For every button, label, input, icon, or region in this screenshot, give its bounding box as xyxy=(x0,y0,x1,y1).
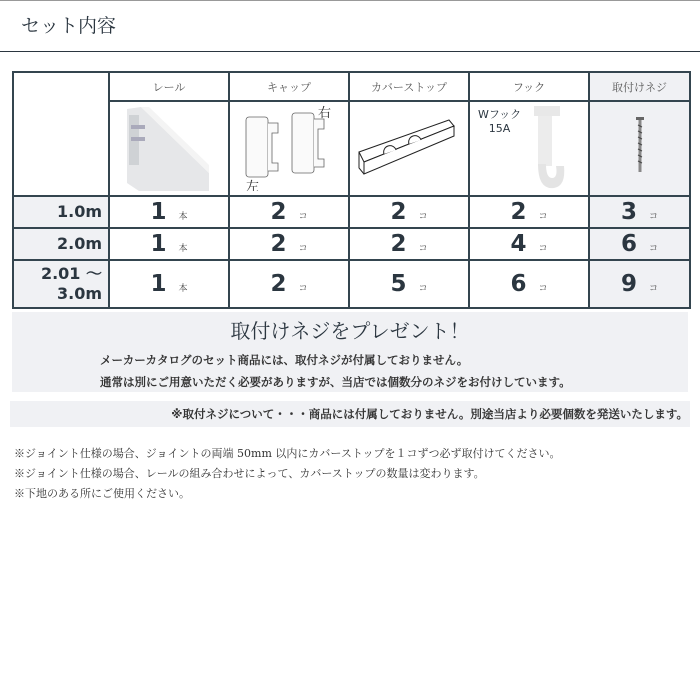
col-header-rail: レール xyxy=(109,72,229,101)
col-header-screw: 取付けネジ xyxy=(589,72,690,101)
corner-cell xyxy=(13,72,109,196)
promo-line-2: 通常は別にご用意いただく必要がありますが、当店では個数分のネジをお付けしています。 xyxy=(100,375,571,389)
hook-name: Wフック xyxy=(478,108,522,121)
table-row xyxy=(13,228,690,260)
table-row xyxy=(13,260,690,308)
rail-image xyxy=(109,101,229,196)
hook-image xyxy=(469,101,589,196)
qty: 2 xyxy=(270,271,287,297)
cap-right-label: 右 xyxy=(318,105,332,121)
unit: コ xyxy=(298,244,308,254)
unit: コ xyxy=(298,212,308,222)
col-header-hook: フック xyxy=(469,72,589,101)
qty: 5 xyxy=(390,271,407,297)
unit: コ xyxy=(418,212,428,222)
row-label-line1: 2.01 〜 xyxy=(40,264,102,283)
qty: 1 xyxy=(150,271,167,297)
table-row xyxy=(13,196,690,228)
screw-note: ※取付ネジについて・・・商品には付属しておりません。別途当店より必要個数を発送いたします。 xyxy=(10,401,690,427)
note-2: ※ジョイント仕様の場合、レールの組み合わせによって、カバーストップの数量は変わります。 xyxy=(14,467,485,480)
section-title: セット内容 xyxy=(21,15,117,37)
cap-image xyxy=(229,101,349,196)
screw-image xyxy=(589,101,690,196)
unit: 本 xyxy=(178,212,188,222)
col-header-cover-stop: カバーストップ xyxy=(349,72,469,101)
qty: 1 xyxy=(150,231,167,257)
qty: 9 xyxy=(620,271,637,297)
set-contents-table xyxy=(12,71,691,309)
row-label: 1.0m xyxy=(13,196,109,228)
qty: 6 xyxy=(620,231,637,257)
unit: コ xyxy=(649,244,659,254)
qty: 2 xyxy=(270,199,287,225)
note-1: ※ジョイント仕様の場合、ジョイントの両端 50mm 以内にカバーストップを１コずつ必ず取付けてください。 xyxy=(14,447,561,460)
unit: コ xyxy=(649,284,659,294)
top-border xyxy=(0,0,700,1)
qty: 1 xyxy=(150,199,167,225)
unit: コ xyxy=(538,244,548,254)
qty: 2 xyxy=(270,231,287,257)
row-label: 2.0m xyxy=(13,228,109,260)
row-label xyxy=(13,260,109,308)
unit: コ xyxy=(538,284,548,294)
unit: コ xyxy=(418,244,428,254)
qty: 3 xyxy=(620,199,637,225)
unit: コ xyxy=(538,212,548,222)
unit: 本 xyxy=(178,284,188,294)
divider xyxy=(0,51,700,52)
row-label-line2: 3.0m xyxy=(56,284,102,303)
hook-model: 15A xyxy=(488,122,511,135)
qty: 2 xyxy=(510,199,527,225)
promo-box xyxy=(12,312,688,392)
qty: 2 xyxy=(390,199,407,225)
unit: コ xyxy=(649,212,659,222)
qty: 4 xyxy=(510,231,527,257)
col-header-cap: キャップ xyxy=(229,72,349,101)
unit: コ xyxy=(298,284,308,294)
cap-left-label: 左 xyxy=(246,179,260,191)
cover-stop-image xyxy=(349,101,469,196)
promo-heading: 取付けネジをプレゼント！ xyxy=(230,319,470,343)
qty: 2 xyxy=(390,231,407,257)
note-3: ※下地のある所にご使用ください。 xyxy=(14,487,190,500)
qty: 6 xyxy=(510,271,527,297)
unit: 本 xyxy=(178,244,188,254)
unit: コ xyxy=(418,284,428,294)
promo-line-1: メーカーカタログのセット商品には、取付ネジが付属しておりません。 xyxy=(100,353,469,367)
